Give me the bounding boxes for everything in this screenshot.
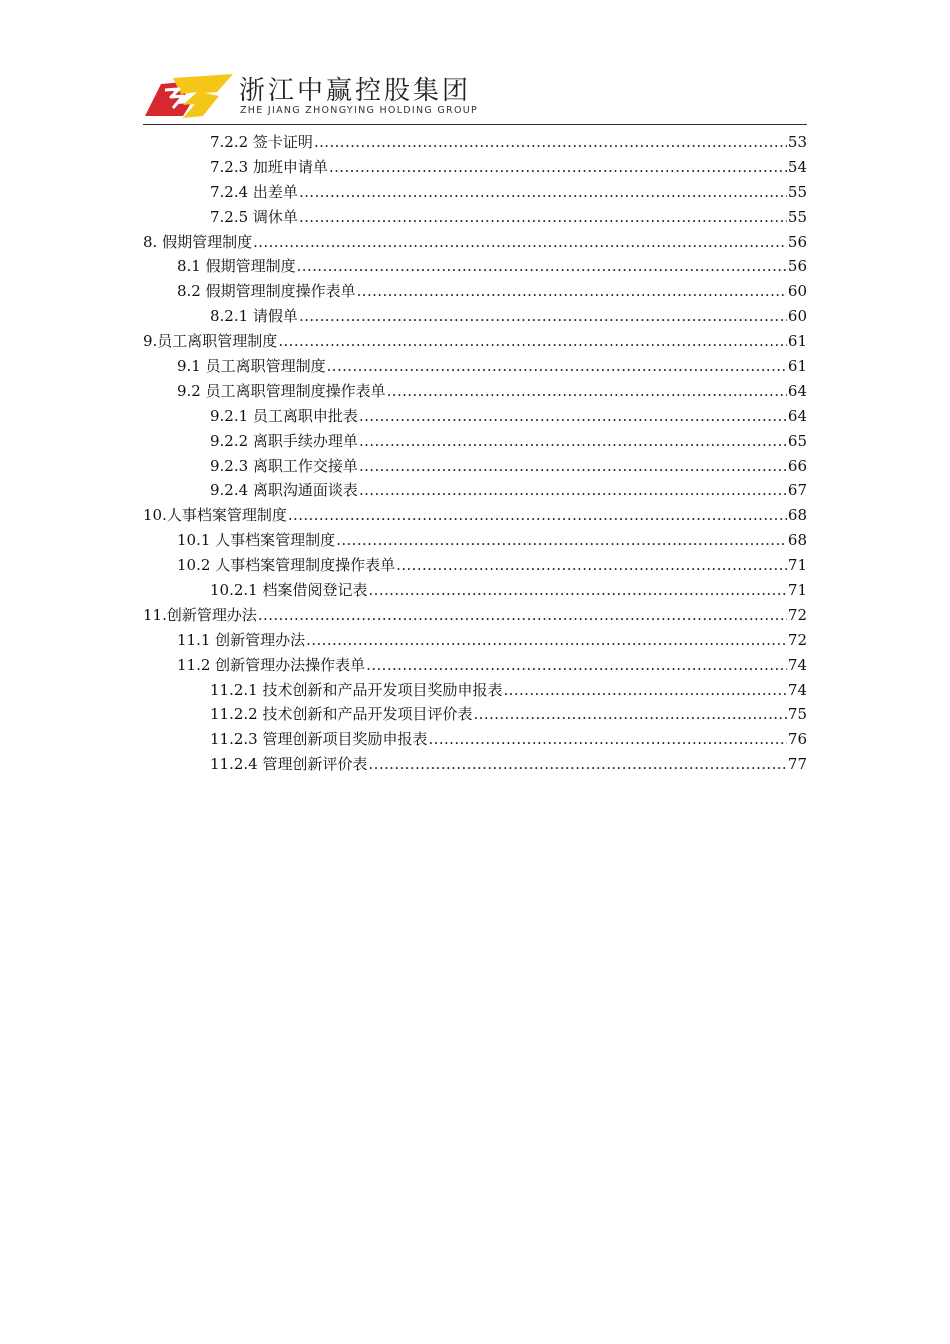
- toc-entry[interactable]: [143, 329, 807, 354]
- toc-entry-title: 9.2.2 离职手续办理单: [210, 431, 358, 450]
- toc-dot-leader: [359, 404, 787, 429]
- toc-entry-title: 7.2.5 调休单: [210, 207, 298, 226]
- toc-entry-title: 9.员工离职管理制度: [143, 332, 278, 351]
- header-divider: [143, 124, 807, 125]
- toc-entry-page-number: 68: [787, 506, 807, 525]
- toc-entry[interactable]: [143, 155, 807, 180]
- toc-dot-leader: [253, 230, 787, 255]
- toc-dot-leader: [359, 454, 787, 479]
- toc-entry-title: 10.1 人事档案管理制度: [177, 531, 336, 550]
- toc-dot-leader: [359, 478, 787, 503]
- toc-dot-leader: [387, 379, 787, 404]
- toc-entry-title: 11.2.4 管理创新评价表: [210, 755, 368, 774]
- toc-entry-page-number: 55: [787, 182, 807, 201]
- toc-entry[interactable]: [143, 752, 807, 777]
- toc-entry-page-number: 64: [787, 381, 807, 400]
- toc-dot-leader: [357, 279, 787, 304]
- toc-dot-leader: [503, 678, 786, 703]
- toc-entry[interactable]: [143, 180, 807, 205]
- toc-entry[interactable]: [143, 727, 807, 752]
- toc-entry-page-number: 74: [787, 655, 807, 674]
- toc-dot-leader: [359, 429, 787, 454]
- toc-entry-page-number: 60: [787, 282, 807, 301]
- toc-entry[interactable]: [143, 553, 807, 578]
- toc-entry-title: 10.2 人事档案管理制度操作表单: [177, 556, 396, 575]
- toc-entry-page-number: 64: [787, 406, 807, 425]
- toc-entry-title: 9.1 员工离职管理制度: [177, 357, 326, 376]
- toc-dot-leader: [329, 155, 787, 180]
- toc-dot-leader: [288, 503, 787, 528]
- toc-entry-title: 11.2.3 管理创新项目奖励申报表: [210, 730, 428, 749]
- brand-name-en: ZHE JIANG ZHONGYING HOLDING GROUP: [240, 105, 479, 116]
- toc-entry-title: 11.创新管理办法: [143, 605, 257, 624]
- toc-dot-leader: [299, 205, 787, 230]
- toc-entry-title: 8.1 假期管理制度: [177, 257, 296, 276]
- toc-entry-page-number: 72: [787, 605, 807, 624]
- toc-entry-page-number: 72: [787, 630, 807, 649]
- toc-entry-title: 8.2 假期管理制度操作表单: [177, 282, 356, 301]
- toc-entry-title: 11.2.2 技术创新和产品开发项目评价表: [210, 705, 473, 724]
- toc-dot-leader: [327, 354, 787, 379]
- toc-entry-title: 8. 假期管理制度: [143, 232, 253, 251]
- zhongying-flag-logo-icon: [143, 70, 235, 120]
- toc-entry[interactable]: [143, 578, 807, 603]
- toc-entry[interactable]: [143, 678, 807, 703]
- toc-entry[interactable]: [143, 205, 807, 230]
- toc-entry-page-number: 71: [787, 556, 807, 575]
- toc-entry-title: 10.人事档案管理制度: [143, 506, 287, 525]
- toc-entry-page-number: 55: [787, 207, 807, 226]
- toc-entry-title: 7.2.4 出差单: [210, 182, 298, 201]
- toc-entry-page-number: 60: [787, 307, 807, 326]
- toc-entry-title: 11.2 创新管理办法操作表单: [177, 655, 366, 674]
- toc-dot-leader: [368, 752, 786, 777]
- toc-entry[interactable]: [143, 603, 807, 628]
- toc-entry[interactable]: [143, 130, 807, 155]
- toc-entry-page-number: 65: [787, 431, 807, 450]
- brand-name-cn: 浙江中赢控股集团: [239, 76, 472, 106]
- toc-dot-leader: [396, 553, 787, 578]
- toc-entry[interactable]: [143, 404, 807, 429]
- toc-entry-page-number: 75: [787, 705, 807, 724]
- toc-dot-leader: [368, 578, 786, 603]
- toc-entry-page-number: 53: [787, 133, 807, 151]
- toc-entry[interactable]: [143, 279, 807, 304]
- toc-entry[interactable]: [143, 230, 807, 255]
- toc-entry[interactable]: [143, 628, 807, 653]
- toc-entry-page-number: 71: [787, 581, 807, 600]
- toc-dot-leader: [366, 653, 787, 678]
- toc-entry-page-number: 66: [787, 456, 807, 475]
- toc-entry-title: 10.2.1 档案借阅登记表: [210, 581, 368, 600]
- toc-dot-leader: [258, 603, 787, 628]
- toc-entry-title: 7.2.3 加班申请单: [210, 157, 328, 176]
- toc-entry[interactable]: [143, 454, 807, 479]
- toc-entry-title: 11.2.1 技术创新和产品开发项目奖励申报表: [210, 680, 503, 699]
- toc-entry-page-number: 61: [787, 357, 807, 376]
- toc-entry-title: 9.2.3 离职工作交接单: [210, 456, 358, 475]
- toc-entry-page-number: 67: [787, 481, 807, 500]
- toc-entry-title: 9.2.1 员工离职申批表: [210, 406, 358, 425]
- toc-entry[interactable]: [143, 254, 807, 279]
- toc-entry[interactable]: [143, 528, 807, 553]
- toc-entry-page-number: 74: [787, 680, 807, 699]
- toc-dot-leader: [299, 180, 787, 205]
- toc-dot-leader: [336, 528, 787, 553]
- toc-dot-leader: [278, 329, 787, 354]
- toc-entry-title: 9.2.4 离职沟通面谈表: [210, 481, 358, 500]
- toc-entry-page-number: 68: [787, 531, 807, 550]
- toc-dot-leader: [473, 702, 786, 727]
- toc-dot-leader: [314, 130, 787, 155]
- toc-entry[interactable]: [143, 379, 807, 404]
- toc-entry[interactable]: [143, 429, 807, 454]
- toc-dot-leader: [299, 304, 787, 329]
- toc-entry[interactable]: [143, 478, 807, 503]
- toc-entry-page-number: 54: [787, 157, 807, 176]
- toc-entry-page-number: 76: [787, 730, 807, 749]
- toc-entry-page-number: 77: [787, 755, 807, 774]
- toc-entry-title: 8.2.1 请假单: [210, 307, 298, 326]
- toc-entry-page-number: 61: [787, 332, 807, 351]
- toc-dot-leader: [297, 254, 787, 279]
- toc-entry-title: 9.2 员工离职管理制度操作表单: [177, 381, 386, 400]
- toc-entry-page-number: 56: [787, 232, 807, 251]
- toc-entry-page-number: 56: [787, 257, 807, 276]
- toc-dot-leader: [306, 628, 787, 653]
- toc-entry[interactable]: [143, 702, 807, 727]
- toc-entry[interactable]: [143, 503, 807, 528]
- toc-entry-title: 7.2.2 签卡证明: [210, 133, 313, 151]
- toc-entry[interactable]: [143, 653, 807, 678]
- toc-dot-leader: [428, 727, 786, 752]
- page-header: [143, 68, 807, 126]
- toc-entry[interactable]: [143, 304, 807, 329]
- toc-entry[interactable]: [143, 354, 807, 379]
- table-of-contents: [143, 130, 807, 777]
- toc-entry-title: 11.1 创新管理办法: [177, 630, 306, 649]
